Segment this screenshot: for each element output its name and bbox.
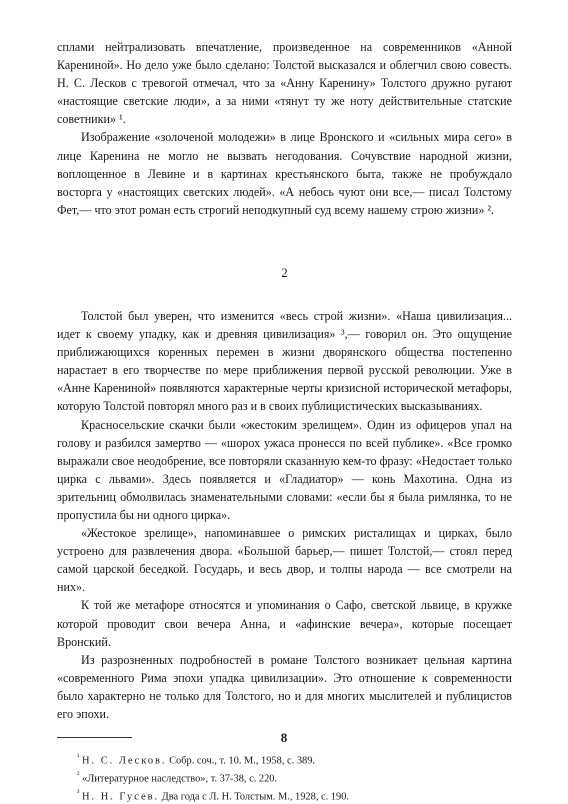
footnote-3: [77, 786, 512, 804]
footnote-text: Собр. соч., т. 10. М., 1958, с. 389.: [166, 755, 316, 767]
footnote-author: Н. С. Лесков.: [82, 755, 167, 767]
footnote-2: [77, 768, 512, 786]
footnote-mark: ²: [77, 770, 80, 780]
footnote-author: Н. Н. Гусев.: [82, 791, 160, 803]
page-number: 8: [280, 730, 288, 745]
footnote-text: Два года с Л. Н. Толстым. М., 1928, с. 190.: [159, 791, 349, 803]
footnote-mark: ³: [77, 788, 80, 798]
paragraph-6: К той же метафоре относятся и упоминания о Сафо, светской львице, в кружке которой проводит свои вечера Анна, и «афинские вечера», которые посещает Вронский.: [57, 598, 512, 649]
paragraph-2: Изображение «золоченой молодежи» в лице Вронского и «сильных мира сего» в лице Каренина не могло не вызвать негодования. Сочувствие народной жизни, воплощенное в Левине и в картинах крестьянского быта, также не пробуждало восторга у «настоящих светских людей». «А небось чуют они все,— писал Толстому Фет,— что этот роман есть строгий неподкупный суд всему нашему строю жизни» ².: [57, 130, 512, 217]
section-number: 2: [281, 264, 288, 280]
paragraph-5: «Жестокое зрелище», напоминавшее о римских ристалищах и цирках, было устроено для развлечения двора. «Большой барьер,— пишет Толстой,— стоял перед самой царской беседкой. Государь, и весь двор, и толпы народа — все смотрели на них».: [57, 526, 512, 595]
footnote-1: [77, 750, 512, 768]
paragraph-3: Толстой был уверен, что изменится «весь строй жизни». «Наша цивилизация... идет к своему упадку, как и древняя цивилизация» ³,— говорил он. Это ощущение приближающихся коренных перемен в жизни дворянского общества постепенно нарастает в его творчестве по мере приближения первой русской революции. Уже в «Анне Карениной» появляются характерные черты кризисной исторической метафоры, которую Толстой повторял много раз и в своих публицистических высказываниях.: [57, 308, 512, 414]
paragraph-4: Красносельские скачки были «жестоким зрелищем». Один из офицеров упал на голову и разбился замертво — «шорох ужаса пронесся по всей публике». «Все громко выражали свое неодобрение, все повторяли сказанную кем-то фразу: «Недостает только цирка с львами». Здесь появляется и «Гладиатор» — конь Махотина. Одна из зрительниц обмолвилась знаменательными словами: «если бы я была римлянка, то не пропустила бы ни одного цирка».: [57, 417, 512, 522]
paragraph-1: сплами нейтрализовать впечатление, произведенное на современников «Анной Карениной». Но дело уже было сделано: Толстой высказался и облегчил свою совесть. Н. С. Лесков с тревогой отмечал, что за «Анну Каренину» Толстого дружно ругают «настоящие светские люди», а за ними «тянут ту же ноту действительные статские советники» ¹.: [57, 40, 512, 127]
paragraph-7: Из разрозненных подробностей в романе Толстого возникает цельная картина «современного Рима эпохи упадка цивилизации». Это отношение к современности было характерно не только для Толстого, но и для многих мыслителей и публицистов его эпохи.: [57, 652, 512, 721]
footnote-mark: ¹: [77, 752, 80, 762]
footnote-text: «Литературное наследство», т. 37-38, с. 220.: [82, 773, 278, 785]
page-body: [57, 38, 512, 804]
